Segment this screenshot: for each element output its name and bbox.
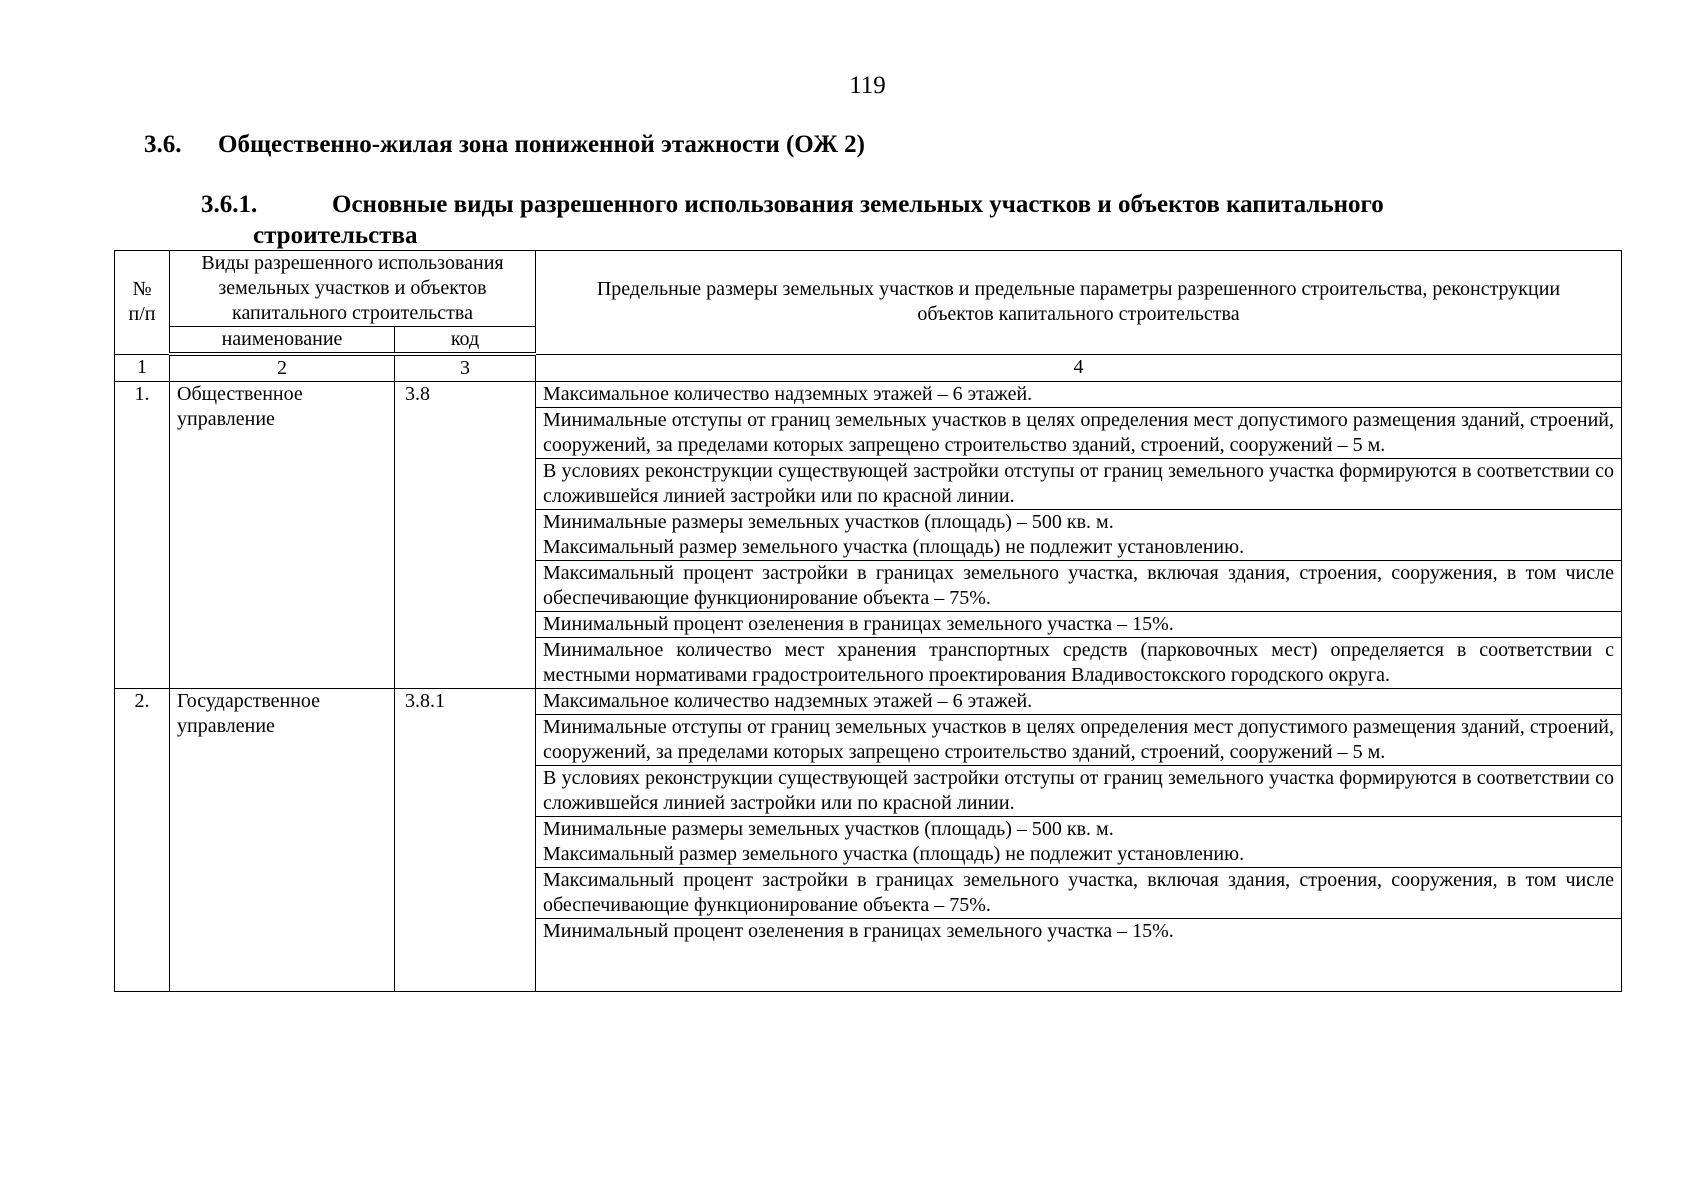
col-number-1: 1 bbox=[115, 354, 170, 382]
parameter-cell: В условиях реконструкции существующей застройки отступы от границ земельного участка формируются в соответствии со сложившейся линией застройки или по красной линии. bbox=[536, 766, 1622, 817]
table-row bbox=[115, 689, 1622, 715]
section-title: Общественно-жилая зона пониженной этажности (ОЖ 2) bbox=[218, 131, 865, 158]
section-heading bbox=[144, 131, 865, 159]
parameter-cell: Минимальные размеры земельных участков (площадь) – 500 кв. м. Максимальный размер земельного участка (площадь) не подлежит установлению. bbox=[536, 510, 1622, 561]
parameter-cell: Минимальное количество мест хранения транспортных средств (парковочных мест) определяется в соответствии с местными нормативами градостроительного проектирования Владивостокского городского округа. bbox=[536, 638, 1622, 689]
header-number: № п/п bbox=[115, 251, 170, 355]
parameter-cell: Минимальный процент озеленения в границах земельного участка – 15%. bbox=[536, 919, 1622, 992]
subsection-title-line2: строительства bbox=[253, 222, 418, 249]
subsection-title-line1: Основные виды разрешенного использования земельных участков и объектов капитального bbox=[332, 191, 1384, 218]
header-limits: Предельные размеры земельных участков и предельные параметры разрешенного строительства, реконструкции объектов капитального строительства bbox=[536, 251, 1622, 355]
parameter-cell: Минимальный процент озеленения в границах земельного участка – 15%. bbox=[536, 612, 1622, 638]
col-number-2: 2 bbox=[170, 354, 395, 382]
land-use-table bbox=[114, 250, 1622, 992]
row-number: 1. bbox=[115, 382, 170, 689]
parameter-cell: Минимальные отступы от границ земельных участков в целях определения мест допустимого размещения зданий, строений, сооружений, за пределами которых запрещено строительство зданий, строений, сооружений – 5 м. bbox=[536, 715, 1622, 766]
page-number: 119 bbox=[849, 72, 886, 99]
parameter-cell: В условиях реконструкции существующей застройки отступы от границ земельного участка формируются в соответствии со сложившейся линией застройки или по красной линии. bbox=[536, 459, 1622, 510]
use-type-code: 3.8 bbox=[395, 382, 536, 689]
section-number: 3.6. bbox=[144, 131, 182, 158]
use-type-name: Государственное управление bbox=[170, 689, 395, 992]
col-number-4: 4 bbox=[536, 354, 1622, 382]
parameter-cell: Максимальный процент застройки в границах земельного участка, включая здания, строения, сооружения, в том числе обеспечивающие функционирование объекта – 75%. bbox=[536, 868, 1622, 919]
header-types: Виды разрешенного использования земельных участков и объектов капитального строительства bbox=[170, 251, 536, 327]
parameter-cell: Максимальное количество надземных этажей – 6 этажей. bbox=[536, 382, 1622, 408]
parameter-cell: Максимальный процент застройки в границах земельного участка, включая здания, строения, сооружения, в том числе обеспечивающие функционирование объекта – 75%. bbox=[536, 561, 1622, 612]
parameter-cell: Минимальные отступы от границ земельных участков в целях определения мест допустимого размещения зданий, строений, сооружений, за пределами которых запрещено строительство зданий, строений, сооружений – 5 м. bbox=[536, 408, 1622, 459]
row-number: 2. bbox=[115, 689, 170, 992]
table-row bbox=[115, 382, 1622, 408]
parameter-cell: Максимальное количество надземных этажей – 6 этажей. bbox=[536, 689, 1622, 715]
use-type-name: Общественное управление bbox=[170, 382, 395, 689]
subsection-heading bbox=[201, 189, 1622, 251]
use-type-code: 3.8.1 bbox=[395, 689, 536, 992]
header-name: наименование bbox=[170, 327, 395, 355]
subsection-number: 3.6.1. bbox=[201, 191, 258, 218]
col-number-3: 3 bbox=[395, 354, 536, 382]
parameter-cell: Минимальные размеры земельных участков (площадь) – 500 кв. м. Максимальный размер земельного участка (площадь) не подлежит установлению. bbox=[536, 817, 1622, 868]
header-code: код bbox=[395, 327, 536, 355]
